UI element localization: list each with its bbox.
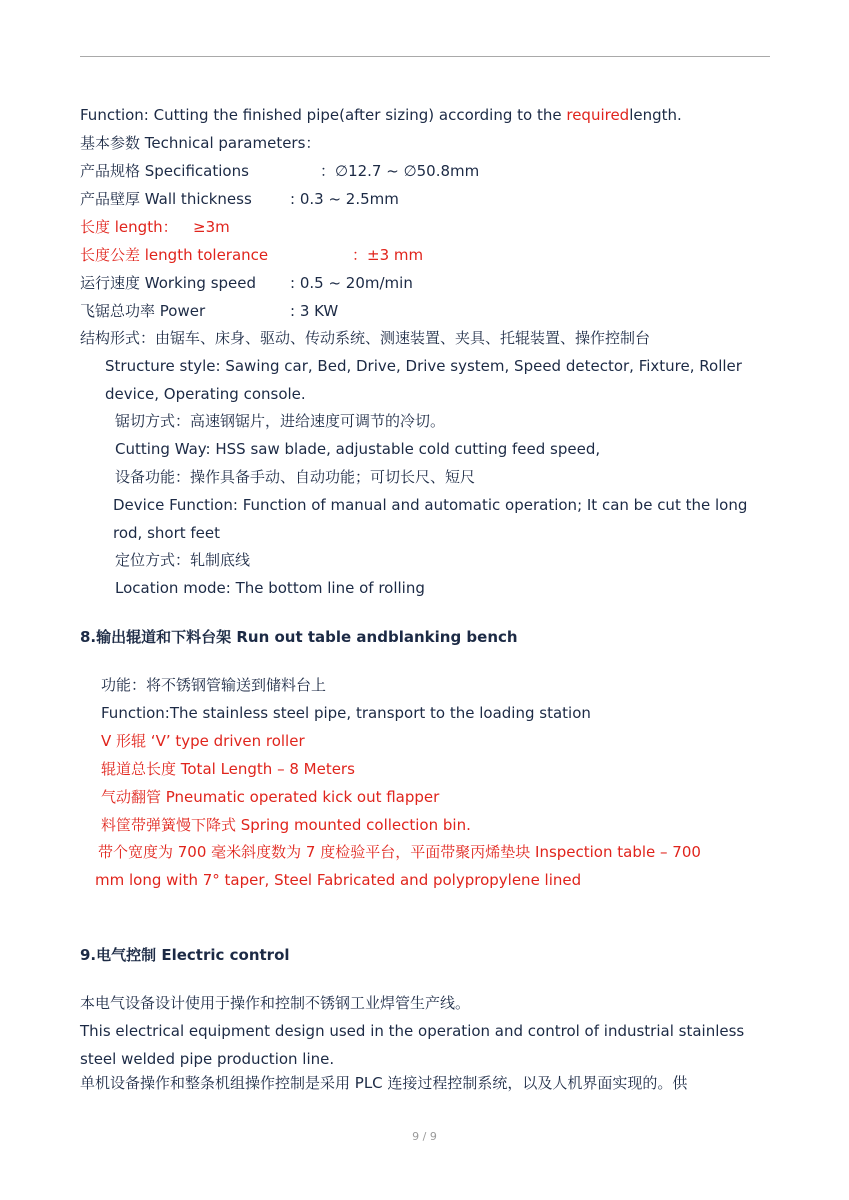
- param-value: : 0.5 ~ 20m/min: [290, 274, 413, 292]
- param-label: 长度公差 length tolerance: [80, 246, 269, 264]
- function-text: Function: Cutting the finished pipe(after sizing) according to the: [80, 106, 567, 124]
- section-8-red-item: V 形辊 ‘V’ type driven roller: [101, 732, 305, 750]
- device-cn: 设备功能：操作具备手动、自动功能；可切长尺、短尺: [115, 468, 476, 486]
- section-8-red-item: 料筐带弹簧慢下降式 Spring mounted collection bin.: [101, 816, 471, 834]
- param-value: ：∅12.7 ~ ∅50.8mm: [320, 162, 480, 180]
- header-rule: [80, 56, 770, 57]
- section-8-red-item: 辊道总长度 Total Length – 8 Meters: [101, 760, 355, 778]
- param-value: ：±3 mm: [352, 246, 424, 264]
- cutting-cn: 锯切方式：高速钢锯片，进给速度可调节的冷切。: [115, 412, 446, 430]
- function-line: [80, 105, 682, 125]
- location-en: Location mode: The bottom line of rolling: [115, 579, 425, 597]
- structure-cn: 结构形式：由锯车、床身、驱动、传动系统、测速装置、夹具、托辊装置、操作控制台: [80, 329, 651, 347]
- section-9-p3: 单机设备操作和整条机组操作控制是采用 PLC 连接过程控制系统，以及人机界面实现的。供: [80, 1074, 688, 1092]
- location-cn: 定位方式：轧制底线: [115, 551, 251, 569]
- tech-params-title: 基本参数 Technical parameters：: [80, 134, 321, 152]
- section-9-heading: 9.电气控制 Electric control: [80, 946, 290, 964]
- param-value: : 3 KW: [290, 302, 339, 320]
- page-number: 9 / 9: [412, 1130, 437, 1143]
- device-en-2: rod, short feet: [113, 524, 221, 542]
- param-label: 产品壁厚 Wall thickness: [80, 190, 252, 208]
- inspection-line-1: 带个宽度为 700 毫米斜度数为 7 度检验平台，平面带聚丙烯垫块 Inspection table – 700: [98, 843, 701, 861]
- param-label: 产品规格 Specifications: [80, 162, 249, 180]
- section-8-red-item: 气动翻管 Pneumatic operated kick out flapper: [101, 788, 440, 806]
- function-emphasis: required: [566, 106, 630, 124]
- param-label: 飞锯总功率 Power: [80, 302, 206, 320]
- structure-en-2: device, Operating console.: [105, 385, 306, 403]
- device-en-1: Device Function: Function of manual and automatic operation; It can be cut the long: [113, 496, 748, 514]
- section-9-p2b: steel welded pipe production line.: [80, 1050, 335, 1068]
- structure-en-1: Structure style: Sawing car, Bed, Drive, Drive system, Speed detector, Fixture, Roller: [105, 357, 742, 375]
- section-9-p1: 本电气设备设计使用于操作和控制不锈钢工业焊管生产线。: [80, 994, 471, 1012]
- cutting-en: Cutting Way: HSS saw blade, adjustable cold cutting feed speed,: [115, 440, 601, 458]
- section-9-p2a: This electrical equipment design used in the operation and control of industrial stainless: [80, 1022, 745, 1040]
- section-8-function-cn: 功能：将不锈钢管输送到储料台上: [101, 676, 327, 694]
- function-suffix: length.: [629, 106, 682, 124]
- param-label: 长度 length：: [80, 218, 178, 236]
- param-value: ≥3m: [193, 218, 230, 236]
- section-8-heading: 8.输出辊道和下料台架 Run out table andblanking bench: [80, 628, 518, 646]
- param-value: : 0.3 ~ 2.5mm: [290, 190, 399, 208]
- section-8-function-en: Function:The stainless steel pipe, transport to the loading station: [101, 704, 591, 722]
- inspection-line-2: mm long with 7° taper, Steel Fabricated and polypropylene lined: [95, 871, 582, 889]
- param-label: 运行速度 Working speed: [80, 274, 257, 292]
